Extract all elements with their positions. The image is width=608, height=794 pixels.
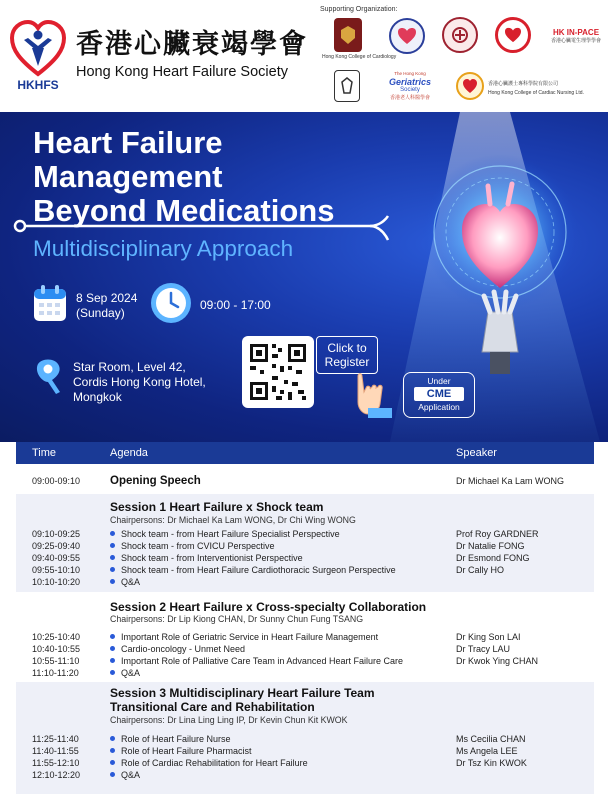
session-3-item-1-time: 11:25-11:40 [32, 734, 79, 744]
register-line-2: Register [324, 355, 370, 369]
hk-in-pace-logo [548, 24, 604, 50]
session-2-item-4-time: 11:10-11:20 [32, 668, 79, 678]
session-2-item-2-text: Cardio-oncology - Unmet Need [121, 644, 246, 654]
session-1-item-3 [110, 553, 303, 563]
cme-application-badge [403, 372, 475, 418]
session-3-item-3-text: Role of Cardiac Rehabilitation for Heart Failure [121, 758, 308, 768]
session-3-item-4-text: Q&A [121, 770, 141, 780]
session-1-item-2-speaker: Dr Natalie FONG [456, 541, 525, 551]
session-2-item-2 [110, 644, 245, 654]
title-line-3: Beyond Medications [33, 193, 335, 228]
date-text: 8 Sep 2024 [76, 291, 138, 305]
session-2-item-3-time: 10:55-11:10 [32, 656, 80, 666]
session-3-title-line-2: Transitional Care and Rehabilitation [110, 700, 315, 714]
session-3-item-3-time: 11:55-12:10 [32, 758, 80, 768]
session-1-item-5 [110, 577, 140, 587]
session-1-item-3-speaker: Dr Esmond FONG [456, 553, 530, 563]
time-column-header: Time [32, 447, 57, 459]
heart-circle-logo [389, 18, 425, 54]
geriatrics-caption-line1: The Hong Kong [394, 71, 426, 76]
geriatrics-caption-chinese: 香港老人科醫學會 [389, 95, 430, 101]
hk-in-pace-chinese: 香港心臟電生理學學會 [550, 38, 601, 44]
session-2-item-1-text: Important Role of Geriatric Service in Heart Failure Management [121, 632, 379, 642]
session-2-item-2-time: 10:40-10:55 [32, 644, 81, 654]
venue-line-1: Star Room, Level 42, [73, 360, 186, 374]
click-to-register-button[interactable] [316, 336, 378, 374]
session-1-item-1-text: Shock team - from Heart Failure Specialist Perspective [121, 529, 340, 539]
session-1-block [16, 494, 594, 592]
title-line-2: Management [33, 159, 223, 194]
session-1-chairs: Chairpersons: Dr Michael Ka Lam WONG, Dr Chi Wing WONG [110, 515, 356, 525]
session-3-item-2 [110, 746, 252, 756]
session-3-item-4-time: 12:10-12:20 [32, 770, 81, 780]
session-2-item-4-text: Q&A [121, 668, 141, 678]
session-1-item-1-time: 09:10-09:25 [32, 529, 81, 539]
session-1-item-5-time: 10:10-10:20 [32, 577, 81, 587]
session-2-item-1-speaker: Dr King Son LAI [456, 632, 521, 642]
cardiac-nursing-logo [456, 72, 484, 100]
bullet-icon [110, 543, 115, 548]
session-1-item-3-text: Shock team - from Interventionist Perspective [121, 553, 303, 563]
agenda-table [16, 442, 594, 794]
session-3-item-3-speaker: Dr Tsz Kin KWOK [456, 758, 527, 768]
session-1-item-4 [110, 565, 396, 575]
session-2-item-2-speaker: Dr Tracy LAU [456, 644, 511, 654]
cme-under-label: Under [427, 376, 451, 386]
bullet-icon [110, 658, 115, 663]
header [0, 0, 608, 112]
bullet-icon [110, 531, 115, 536]
session-2-item-1 [110, 632, 378, 642]
session-2-item-3-text: Important Role of Palliative Care Team in Advanced Heart Failure Care [121, 656, 403, 666]
session-1-item-1-speaker: Prof Roy GARDNER [456, 529, 539, 539]
agenda-column-header: Agenda [110, 447, 148, 459]
pointing-hand-icon [350, 370, 396, 418]
venue-line-2: Cordis Hong Kong Hotel, [73, 375, 206, 389]
event-venue [73, 360, 206, 405]
society-chinese-name: 香港心臟衰竭學會 [76, 29, 308, 60]
bullet-icon [110, 760, 115, 765]
hk-in-pace-label: HK IN-PACE [552, 28, 600, 37]
bullet-icon [110, 748, 115, 753]
bullet-icon [110, 567, 115, 572]
registration-qr-code[interactable] [242, 336, 314, 408]
cme-label: CME [414, 387, 464, 401]
heart-foundation-logo [495, 17, 531, 53]
logo-acronym: HKHFS [17, 78, 59, 92]
session-2-block [16, 592, 594, 682]
society-name [76, 30, 308, 80]
register-line-1: Click to [327, 341, 367, 355]
session-1-item-2 [110, 541, 275, 551]
association-seal-logo [334, 70, 360, 102]
session-3-item-2-speaker: Ms Angela LEE [456, 746, 518, 756]
opening-title: Opening Speech [110, 475, 201, 487]
session-1-item-5-text: Q&A [121, 577, 141, 587]
session-3-chairs: Chairpersons: Dr Lina Ling Ling IP, Dr Kevin Chun Kit KWOK [110, 715, 348, 725]
cme-application-label: Application [418, 402, 460, 412]
geriatrics-society-logo [378, 68, 442, 104]
event-time: 09:00 - 17:00 [200, 298, 271, 312]
cardiac-nursing-english-caption: Hong Kong College of Cardiac Nursing Ltd. [488, 90, 584, 96]
session-3-item-4 [110, 770, 140, 780]
session-2-item-1-time: 10:25-10:40 [32, 632, 81, 642]
session-1-item-2-time: 09:25-09:40 [32, 541, 81, 551]
society-seal-logo [442, 17, 478, 53]
event-date [76, 291, 137, 321]
bullet-icon [110, 555, 115, 560]
venue-line-3: Mongkok [73, 390, 122, 404]
bullet-icon [110, 736, 115, 741]
title-line-1: Heart Failure [33, 125, 223, 160]
session-3-item-2-time: 11:40-11:55 [32, 746, 79, 756]
cardiology-college-logo [334, 18, 362, 52]
session-3-item-2-text: Role of Heart Failure Pharmacist [121, 746, 252, 756]
calendar-icon [32, 283, 68, 323]
bullet-icon [110, 670, 115, 675]
day-text: (Sunday) [76, 306, 125, 320]
opening-speaker: Dr Michael Ka Lam WONG [456, 476, 565, 486]
geriatrics-caption-line2: Geriatrics [388, 77, 432, 87]
session-3-item-1-speaker: Ms Cecilia CHAN [456, 734, 526, 744]
clock-icon [150, 282, 192, 324]
session-1-item-1 [110, 529, 340, 539]
bullet-icon [110, 579, 115, 584]
bullet-icon [110, 634, 115, 639]
session-3-title [110, 686, 375, 714]
agenda-header-row [16, 442, 594, 464]
session-1-item-4-time: 09:55-10:10 [32, 565, 81, 575]
session-1-item-2-text: Shock team - from CVICU Perspective [121, 541, 275, 551]
session-1-item-3-time: 09:40-09:55 [32, 553, 81, 563]
geriatrics-caption-line3: Society [400, 87, 420, 93]
hkhfs-logo [10, 18, 66, 92]
bullet-icon [110, 646, 115, 651]
session-3-item-1-text: Role of Heart Failure Nurse [121, 734, 231, 744]
supporting-organization-label: Supporting Organization: [320, 6, 398, 13]
speaker-column-header: Speaker [456, 447, 497, 459]
bullet-icon [110, 772, 115, 777]
event-subtitle: Multidisciplinary Approach [33, 236, 294, 261]
session-3-title-line-1: Session 3 Multidisciplinary Heart Failure Team [110, 686, 375, 700]
cardiac-nursing-chinese-caption: 香港心臟護士專科學院有限公司 [488, 81, 559, 87]
session-3-item-3 [110, 758, 308, 768]
session-1-item-4-text: Shock team - from Heart Failure Cardiothoracic Surgeon Perspective [121, 565, 396, 575]
location-pin-icon [32, 356, 66, 394]
opening-time: 09:00-09:10 [32, 476, 81, 486]
cardiology-college-caption: Hong Kong College of Cardiology [322, 54, 397, 60]
opening-speech-row [16, 464, 594, 494]
session-1-item-4-speaker: Dr Cally HO [456, 565, 505, 575]
session-1-title: Session 1 Heart Failure x Shock team [110, 500, 324, 514]
hero-banner [0, 112, 608, 442]
session-2-title: Session 2 Heart Failure x Cross-specialty Collaboration [110, 600, 427, 614]
session-3-block [16, 682, 594, 794]
society-english-name: Hong Kong Heart Failure Society [76, 64, 288, 80]
session-2-chairs: Chairpersons: Dr Lip Kiong CHAN, Dr Sunny Chun Fung TSANG [110, 614, 364, 624]
session-3-item-1 [110, 734, 231, 744]
session-2-item-3 [110, 656, 403, 666]
session-2-item-4 [110, 668, 140, 678]
session-2-item-3-speaker: Dr Kwok Ying CHAN [456, 656, 539, 666]
